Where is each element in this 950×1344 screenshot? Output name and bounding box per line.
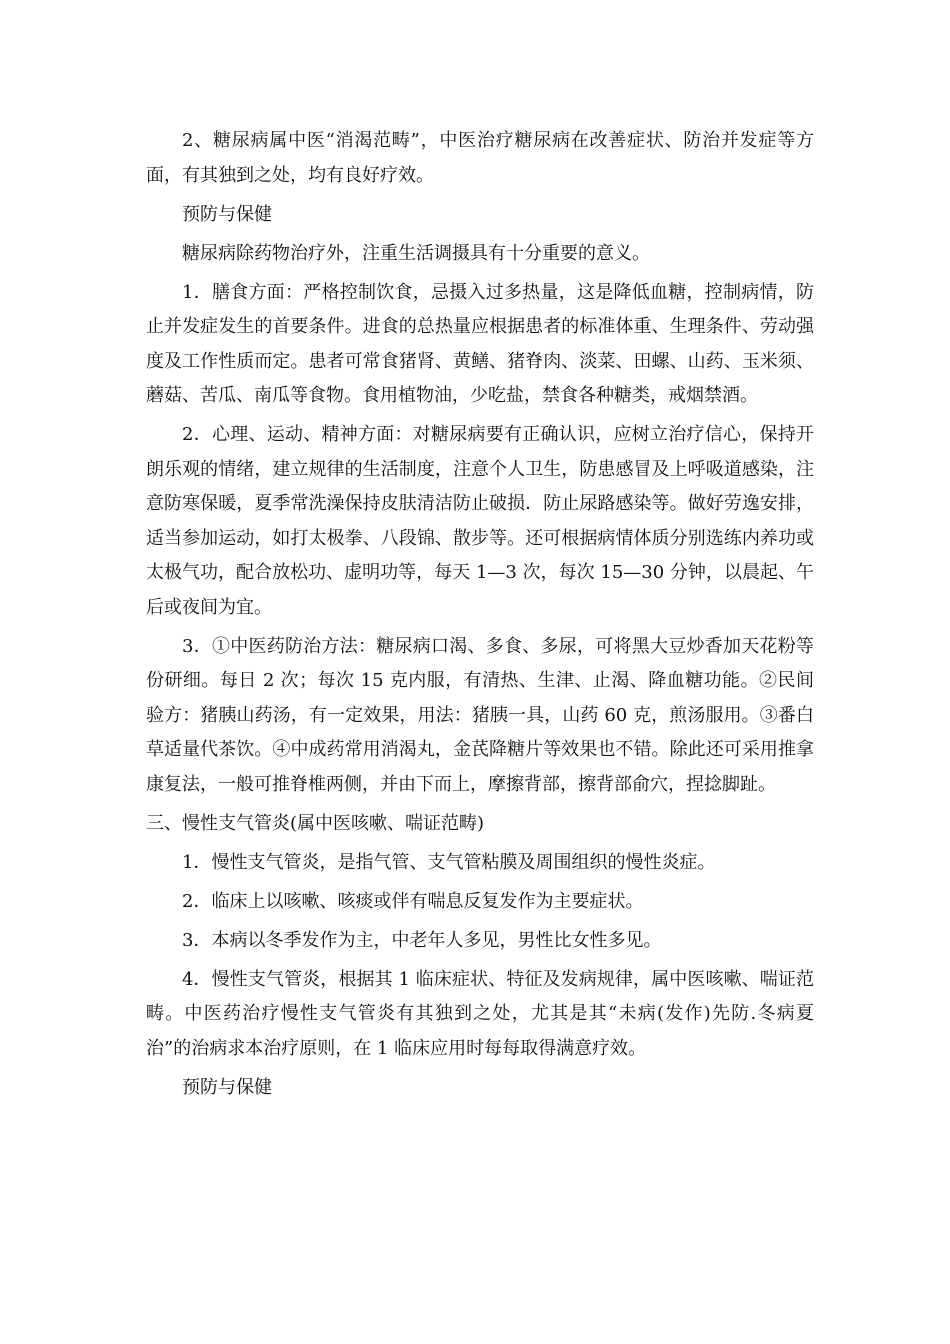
paragraph-bronchitis-definition: 1．慢性支气管炎，是指气管、支气管粘膜及周围组织的慢性炎症。	[182, 851, 716, 873]
paragraph-lifestyle-intro: 糖尿病除药物治疗外，注重生活调摄具有十分重要的意义。	[182, 242, 650, 264]
paragraph-diabetes-tcm: 2、糖尿病属中医“消渴范畴”，中医治疗糖尿病在改善症状、防治并发症等方面，有其独到之处，均有良好疗效。	[146, 130, 814, 186]
paragraph-psychology-exercise: 2．心理、运动、精神方面：对糖尿病要有正确认识，应树立治疗信心，保持开朗乐观的情绪，建立规律的生活制度，注意个人卫生，防患感冒及上呼吸道感染，注意防寒保暖，夏季常洗澡保持皮肤清洁防止破损．防止尿路感染等。做好劳逸安排，适当参加运动，如打太极拳、八段锦、散步等。还可根据病情体质分别选练内养功或太极气功，配合放松功、虚明功等，每天 1—3 次，每次 15—30 分钟，以晨起、午后或夜间为宜。	[146, 424, 814, 618]
paragraph-tcm-methods: 3．①中医药防治方法：糖尿病口渴、多食、多尿，可将黑大豆炒香加天花粉等份研细。每日 2 次；每次 15 克内服，有清热、生津、止渴、降血糖功能。②民间验方：猪胰山药汤，有一定效果，用法：猪胰一具，山药 60 克，煎汤服用。③番白草适量代茶饮。④中成药常用消渴丸，金芪降糖片等效果也不错。除此还可采用推拿康复法，一般可推脊椎两侧，并由下而上，摩擦背部，擦背部俞穴，捏捻脚趾。	[146, 635, 814, 795]
paragraph-bronchitis-symptoms: 2．临床上以咳嗽、咳痰或伴有喘息反复发作为主要症状。	[182, 890, 644, 912]
heading-prevention-care-2: 预防与保健	[182, 1076, 272, 1098]
paragraph-bronchitis-tcm: 4．慢性支气管炎，根据其 1 临床症状、特征及发病规律，属中医咳嗽、喘证范畴。中医药治疗慢性支气管炎有其独到之处，尤其是其“未病(发作)先防.冬病夏治”的治病求本治疗原则，在 1 临床应用时每每取得满意疗效。	[146, 968, 814, 1059]
document-body	[146, 124, 814, 1110]
paragraph-bronchitis-epidemiology: 3．本病以冬季发作为主，中老年人多见，男性比女性多见。	[182, 929, 662, 951]
heading-prevention-care: 预防与保健	[182, 203, 272, 225]
section-heading-bronchitis: 三、慢性支气管炎(属中医咳嗽、喘证范畴)	[146, 812, 485, 834]
paragraph-diet: 1．膳食方面：严格控制饮食，忌摄入过多热量，这是降低血糖，控制病情，防止并发症发生的首要条件。进食的总热量应根据患者的标准体重、生理条件、劳动强度及工作性质而定。患者可常食猪肾、黄鳝、猪脊肉、淡菜、田螺、山药、玉米须、蘑菇、苦瓜、南瓜等食物。食用植物油，少吃盐，禁食各种糖类，戒烟禁酒。	[146, 281, 814, 406]
